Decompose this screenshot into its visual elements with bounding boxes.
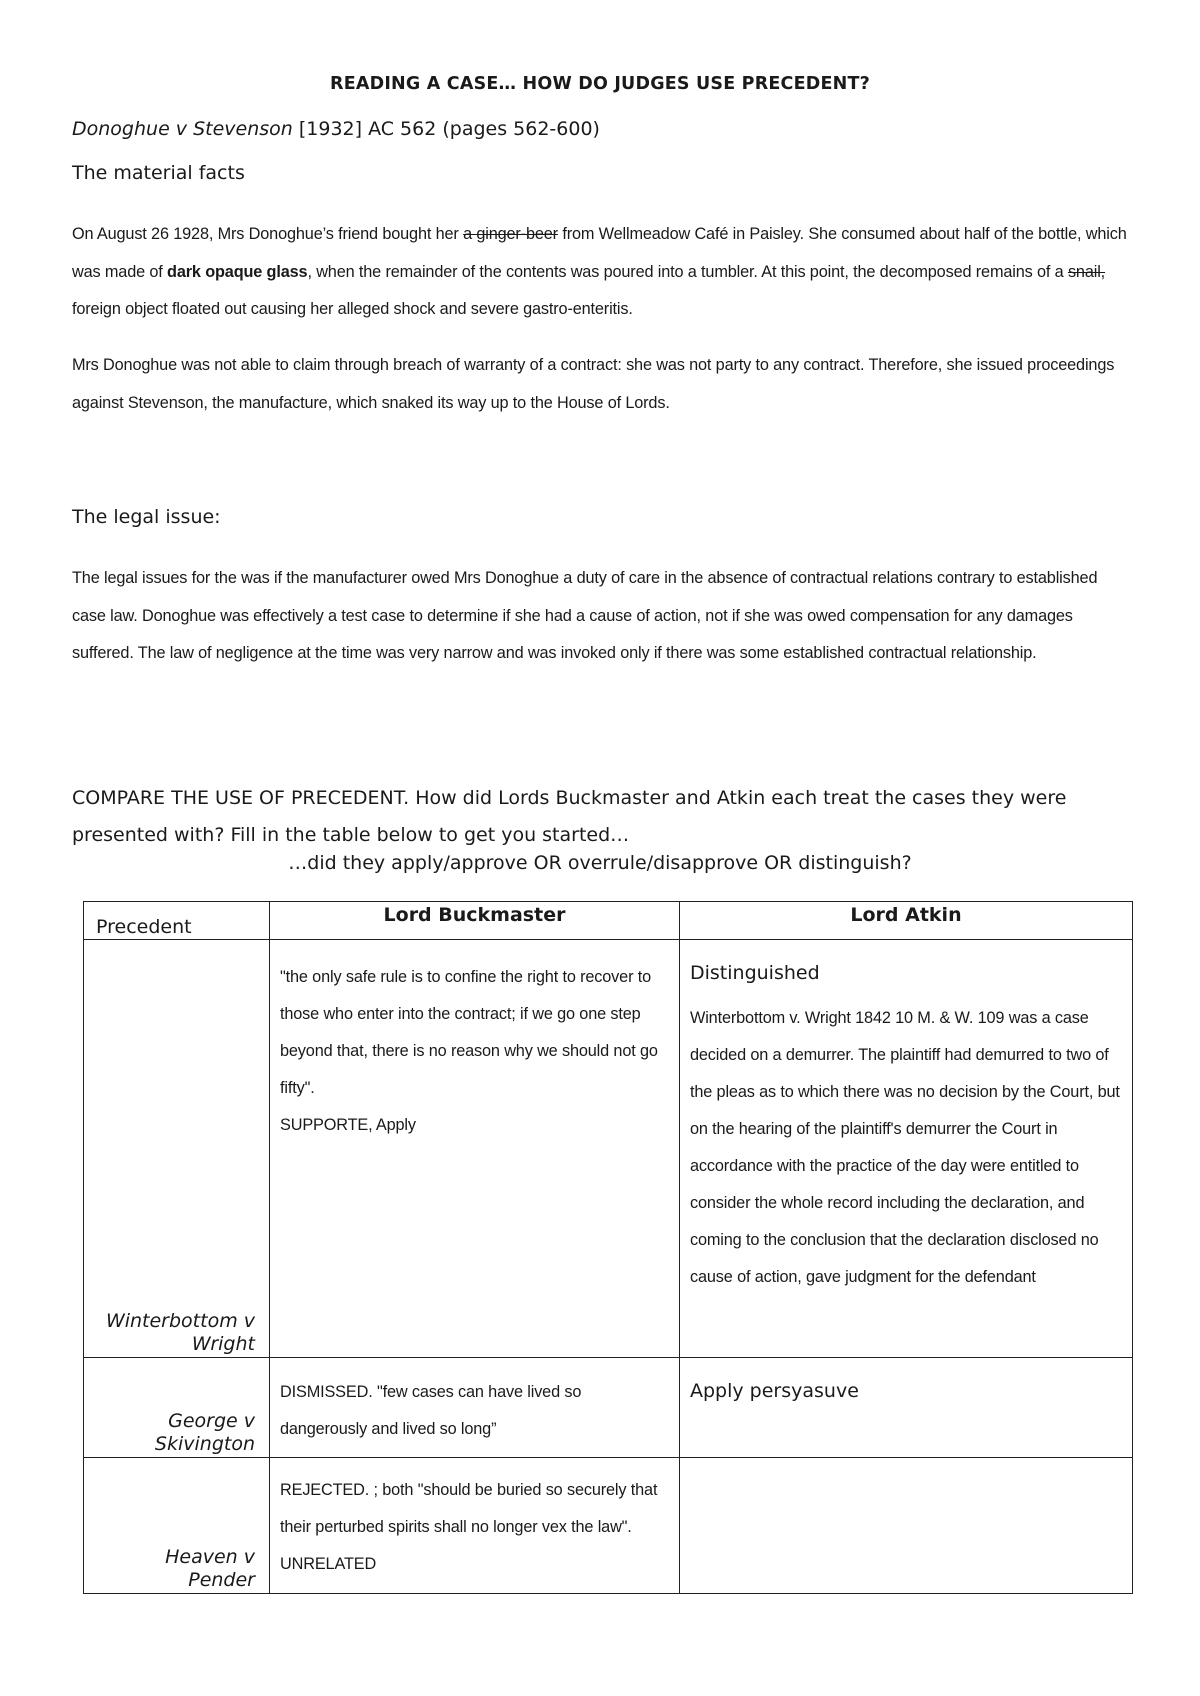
material-facts-paragraph-2: Mrs Donoghue was not able to claim through breach of warranty of a contract: she was not party to any contract. Therefore, she issued proceedings against Stevenson, the manufacture, which snaked its way up to the House of Lords.: [72, 356, 1115, 412]
case-winterbottom-v-wright: Winterbottom v Wright: [105, 1310, 255, 1355]
precedent-cell: [84, 1358, 270, 1458]
case-name: Donoghue v Stevenson: [72, 118, 293, 140]
atkin-treatment: Distinguished: [690, 962, 820, 984]
case-citation: [72, 118, 600, 140]
legal-issue-paragraph: The legal issues for the was if the manufacturer owed Mrs Donoghue a duty of care in the absence of contractual relations contrary to established case law. Donoghue was effectively a test case to determine if she had a cause of action, not if she was owed compensation for any damages suffered. The law of negligence at the time was very narrow and was invoked only if there was some established contractual relationship.: [72, 569, 1098, 662]
case-reference: [1932] AC 562 (pages 562-600): [292, 118, 600, 140]
header-lord-buckmaster: Lord Buckmaster: [270, 902, 680, 940]
facts-text-2: from Wellmeadow Café in Paisley. She consumed about half of the bottle, which was made of: [72, 225, 1127, 281]
header-precedent: Precedent: [84, 902, 270, 940]
table-row: [84, 1458, 1133, 1594]
facts-text-1: On August 26 1928, Mrs Donoghue’s friend bought her: [72, 225, 464, 243]
facts-text-3: , when the remainder of the contents was poured into a tumbler. At this point, the decomposed remains of a: [307, 262, 1068, 281]
precedent-table: [83, 901, 1133, 1594]
document-title: READING A CASE… HOW DO JUDGES USE PRECEDENT?: [330, 74, 870, 94]
table-row: [84, 1358, 1133, 1458]
buckmaster-cell: [270, 1458, 680, 1594]
atkin-cell: [680, 940, 1133, 1358]
precedent-cell: [84, 940, 270, 1358]
case-heaven-v-pender: Heaven v Pender: [165, 1546, 255, 1591]
buckmaster-quote: "the only safe rule is to confine the right to recover to those who enter into the contract; if we go one step beyond that, there is no reason why we should not go fifty".: [280, 968, 658, 1097]
header-lord-atkin: Lord Atkin: [680, 902, 1133, 940]
buckmaster-quote: REJECTED. ; both "should be buried so securely that their perturbed spirits shall no longer vex the law". UNRELATED: [280, 1481, 658, 1573]
atkin-explanation: Winterbottom v. Wright 1842 10 M. & W. 109 was a case decided on a demurrer. The plaintiff had demurred to two of the pleas as to which there was no decision by the Court, but on the hearing of the plaintiff's demurrer the Court in accordance with the practice of the day were entitled to consider the whole record including the declaration, and coming to the conclusion that the declaration disclosed no cause of action, gave judgment for the defendant: [690, 1009, 1120, 1286]
precedent-cell: [84, 1458, 270, 1594]
material-facts-paragraph-1: [72, 216, 1132, 329]
legal-issue-heading: The legal issue:: [72, 506, 221, 528]
facts-text-4: foreign object floated out causing her alleged shock and severe gastro-enteritis.: [72, 300, 633, 318]
case-george-v-skivington: George v Skivington: [154, 1410, 255, 1455]
struck-text-ginger-beer: a ginger-beer: [463, 225, 558, 243]
material-facts-heading: The material facts: [72, 162, 245, 184]
table-header-row: [84, 902, 1133, 940]
struck-text-snail: snail,: [1067, 262, 1106, 281]
table-row: [84, 940, 1133, 1358]
atkin-treatment: Apply persyasuve: [690, 1380, 859, 1402]
atkin-treatment: [680, 1458, 1132, 1480]
compare-instructions: COMPARE THE USE OF PRECEDENT. How did Lords Buckmaster and Atkin each treat the cases they were presented with? Fill in the table below to get you started…: [72, 787, 1067, 846]
buckmaster-cell: [270, 1358, 680, 1458]
atkin-cell: [680, 1458, 1133, 1594]
atkin-cell: [680, 1358, 1133, 1458]
compare-subline: …did they apply/approve OR overrule/disapprove OR distinguish?: [288, 852, 912, 874]
buckmaster-cell: [270, 940, 680, 1358]
bold-text-glass: dark opaque glass: [167, 262, 308, 281]
buckmaster-quote: DISMISSED. "few cases can have lived so dangerously and lived so long”: [280, 1383, 582, 1438]
buckmaster-note: SUPPORTE, Apply: [280, 1116, 416, 1134]
